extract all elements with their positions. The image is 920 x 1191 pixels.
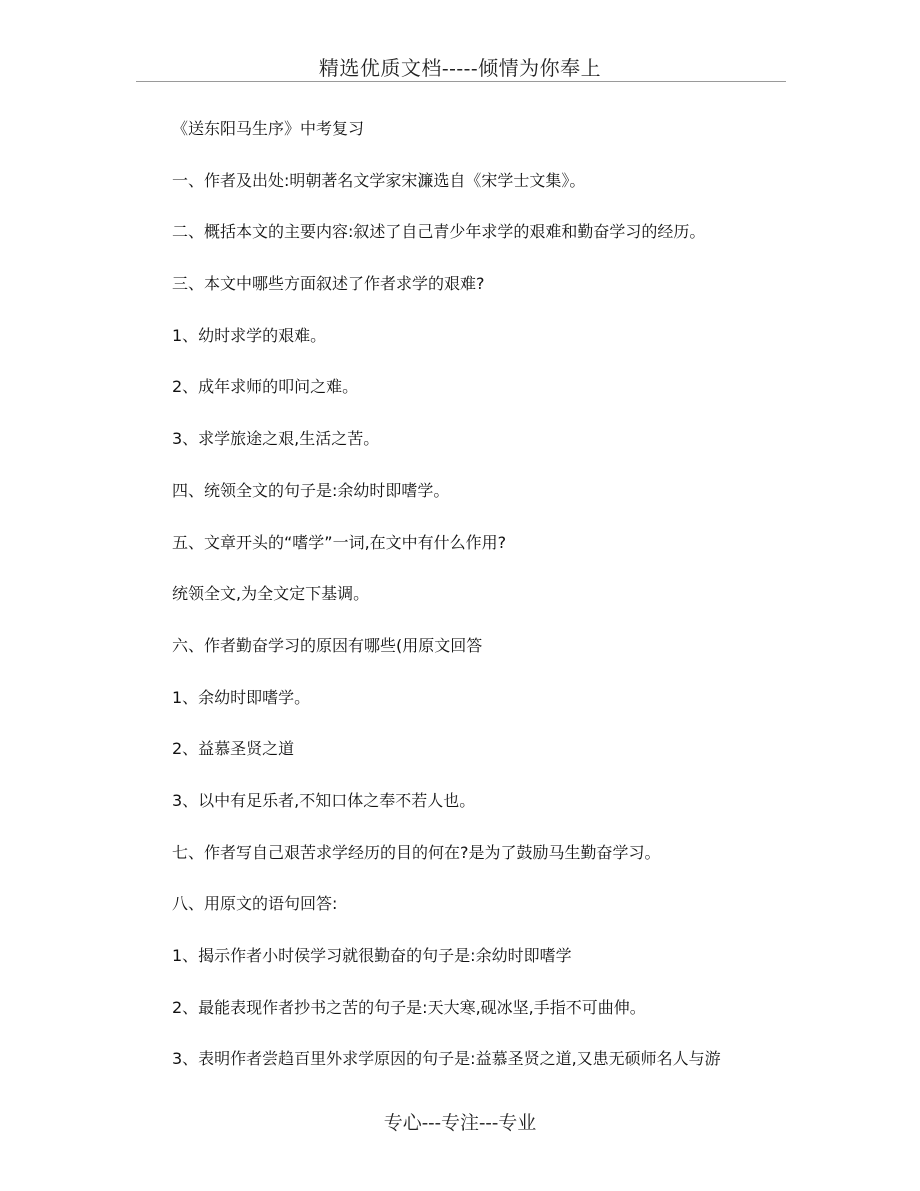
document-body xyxy=(172,112,792,1094)
header-divider xyxy=(136,81,786,82)
text-line: 一、作者及出处:明朝著名文学家宋濂选自《宋学士文集》。 xyxy=(172,170,586,190)
page-header: 精选优质文档-----倾情为你奉上 xyxy=(318,56,602,80)
text-line: 六、作者勤奋学习的原因有哪些(用原文回答 xyxy=(172,635,483,655)
text-line: 1、幼时求学的艰难。 xyxy=(172,325,327,345)
text-line: 3、求学旅途之艰,生活之苦。 xyxy=(172,429,380,449)
text-line: 七、作者写自己艰苦求学经历的目的何在?是为了鼓励马生勤奋学习。 xyxy=(172,842,661,862)
text-line: 2、成年求师的叩问之难。 xyxy=(172,377,359,397)
text-line: 五、文章开头的“嗜学”一词,在文中有什么作用? xyxy=(172,532,507,552)
text-line: 1、余幼时即嗜学。 xyxy=(172,687,311,707)
text-line: 1、揭示作者小时侯学习就很勤奋的句子是:余幼时即嗜学 xyxy=(172,946,572,965)
text-line: 2、最能表现作者抄书之苦的句子是:天大寒,砚冰坚,手指不可曲伸。 xyxy=(172,997,646,1017)
text-line: 3、表明作者尝趋百里外求学原因的句子是:益慕圣贤之道,又患无硕师名人与游 xyxy=(172,1049,721,1069)
text-line: 3、以中有足乐者,不知口体之奉不若人也。 xyxy=(172,790,476,810)
text-line: 三、本文中哪些方面叙述了作者求学的艰难? xyxy=(172,274,485,294)
text-line: 2、益慕圣贤之道 xyxy=(172,739,295,759)
text-line: 四、统领全文的句子是:余幼时即嗜学。 xyxy=(172,480,450,500)
document-title: 《送东阳马生序》中考复习 xyxy=(172,119,365,138)
page-footer: 专心---专注---专业 xyxy=(383,1112,537,1134)
text-line: 八、用原文的语句回答: xyxy=(172,894,338,914)
text-line: 统领全文,为全文定下基调。 xyxy=(172,584,370,604)
text-line: 二、概括本文的主要内容:叙述了自己青少年求学的艰难和勤奋学习的经历。 xyxy=(172,222,706,242)
